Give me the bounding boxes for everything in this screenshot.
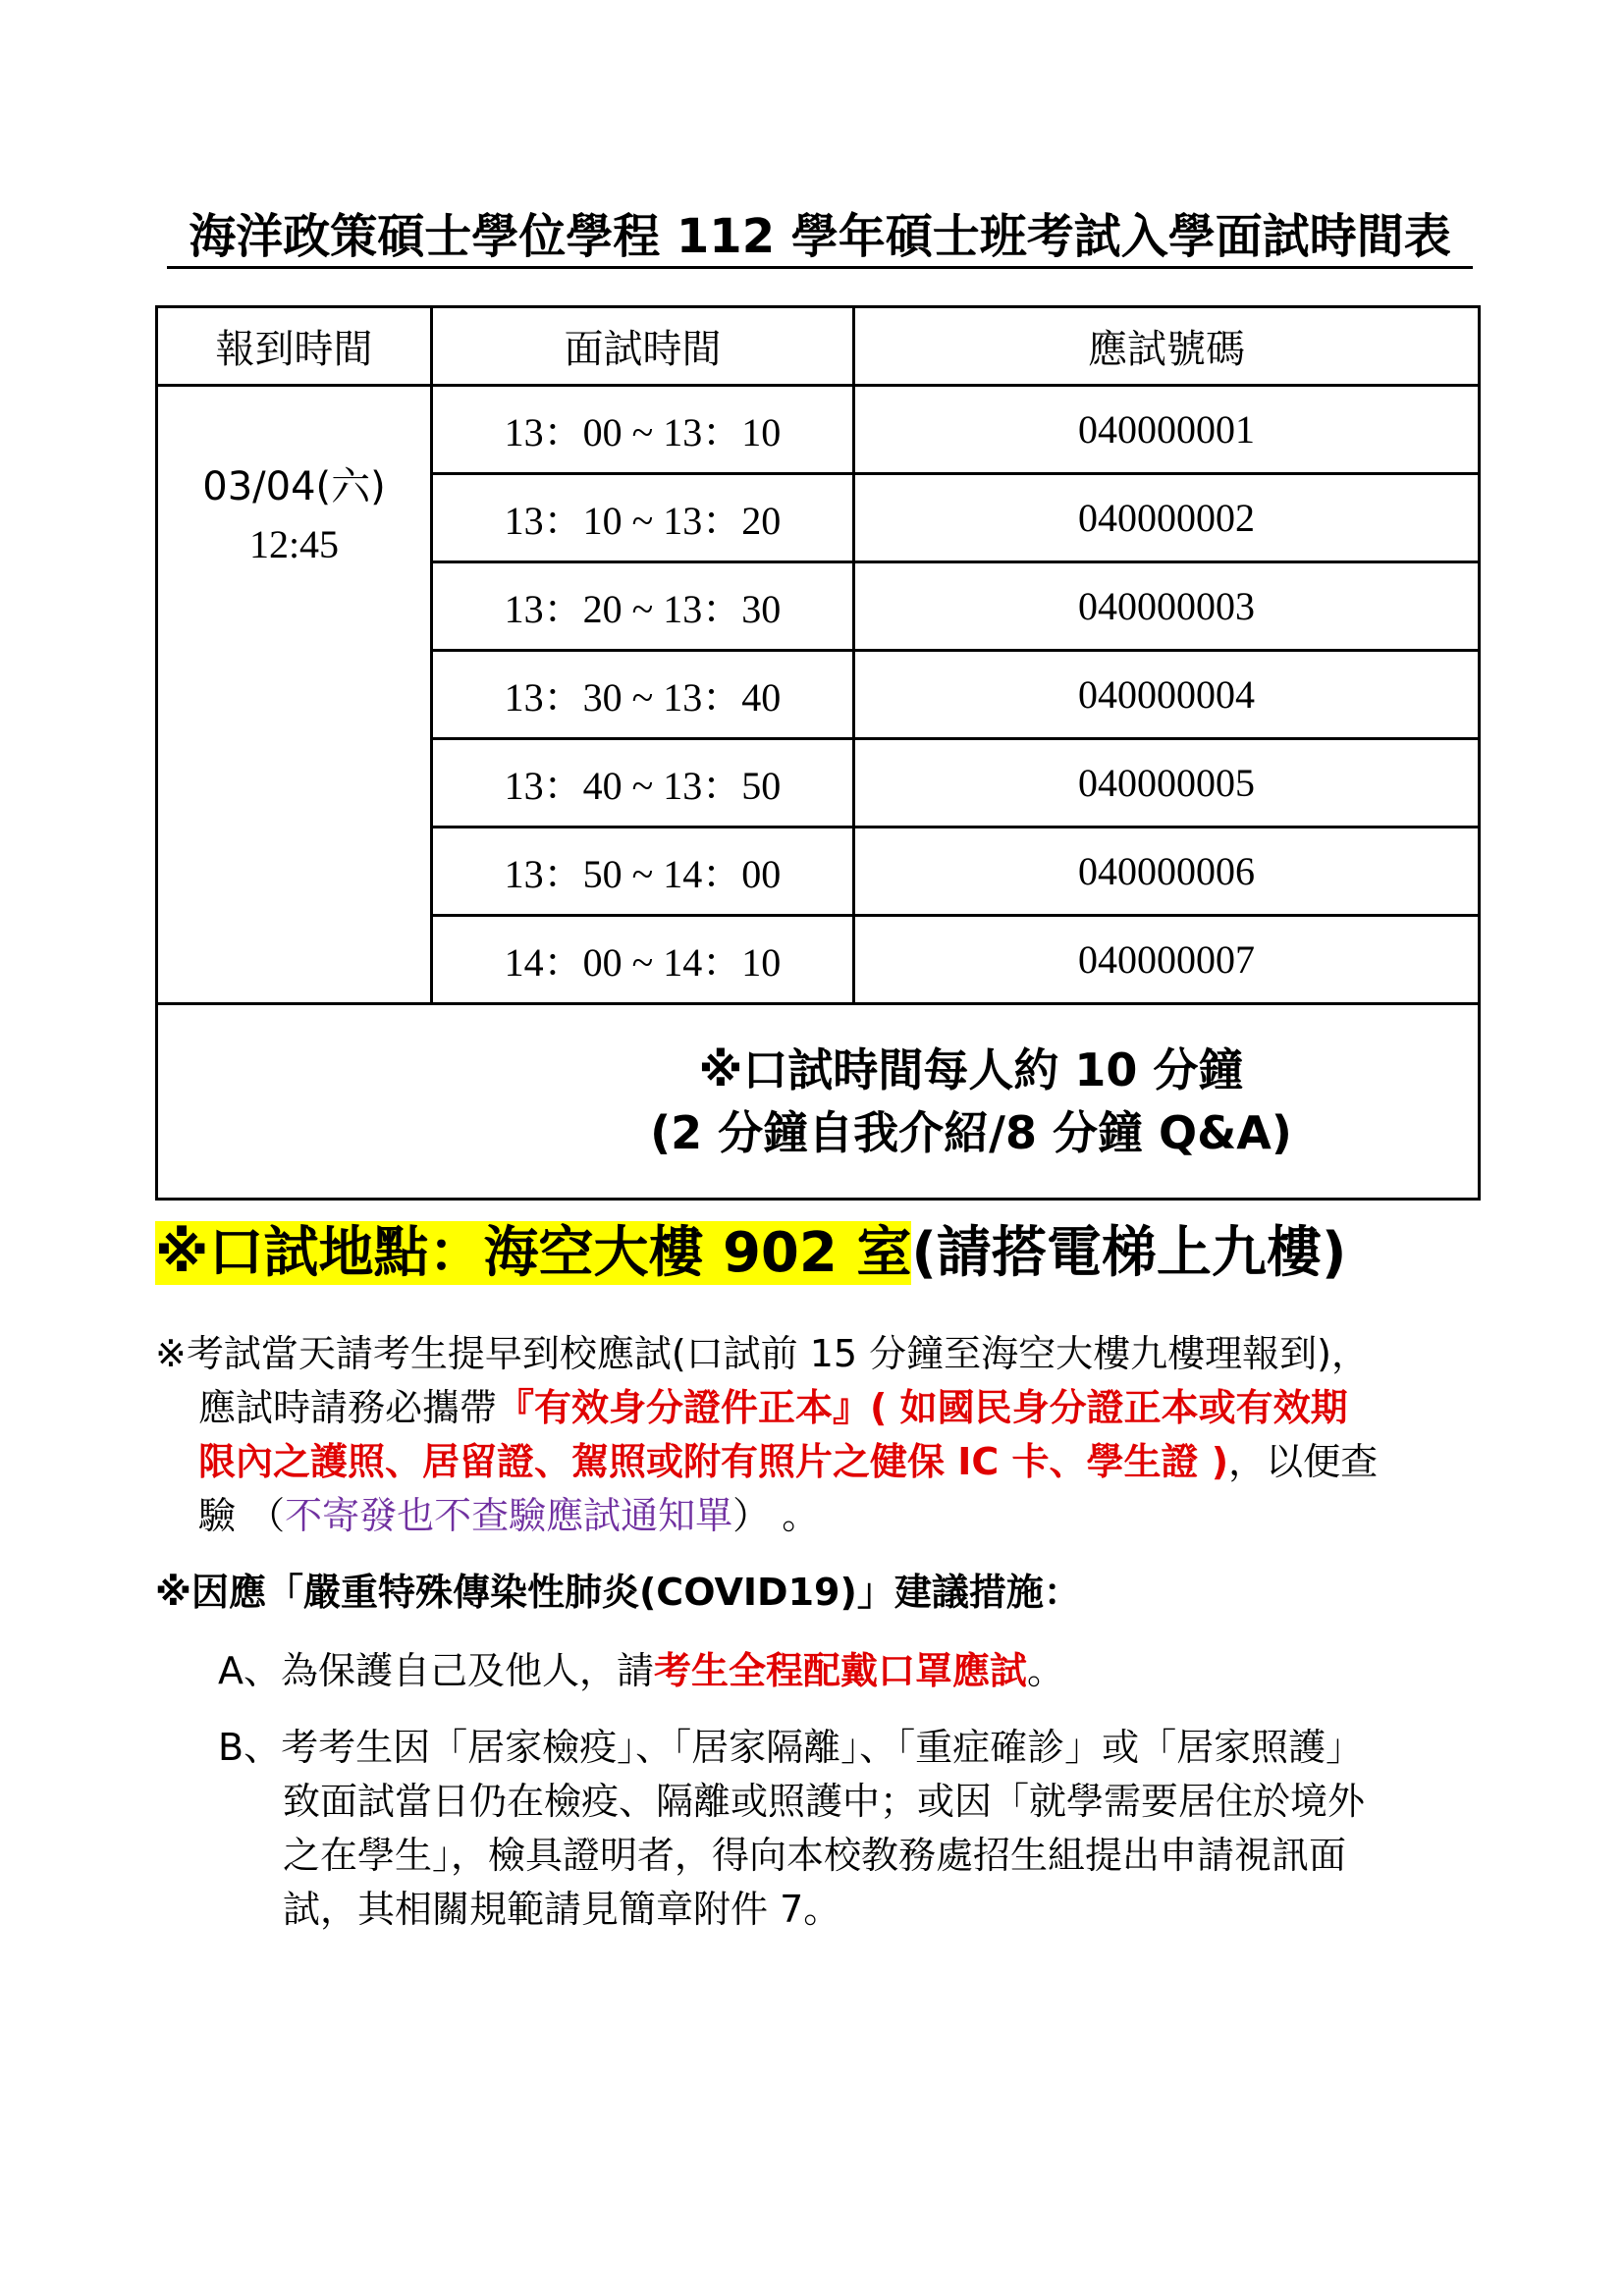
table-note-row bbox=[157, 1004, 1480, 1200]
slot-time: 13：50 ~ 14：00 bbox=[432, 828, 854, 916]
table-header-row bbox=[157, 307, 1480, 386]
notice-arrival bbox=[155, 1327, 1378, 1543]
table-row bbox=[157, 386, 1480, 474]
report-cell bbox=[157, 386, 432, 1004]
duration-note-cell bbox=[157, 1004, 1480, 1200]
location-highlight: ※口試地點：海空大樓 902 室 bbox=[155, 1221, 912, 1285]
slot-id: 040000003 bbox=[854, 562, 1480, 651]
slot-id: 040000007 bbox=[854, 916, 1480, 1004]
slot-time: 13：30 ~ 13：40 bbox=[432, 651, 854, 739]
slot-id: 040000004 bbox=[854, 651, 1480, 739]
report-time: 12:45 bbox=[248, 522, 340, 566]
interview-location bbox=[155, 1207, 1347, 1300]
covid-heading: ※因應「嚴重特殊傳染性肺炎(COVID19)」建議措施： bbox=[155, 1571, 1081, 1614]
slot-time: 13：40 ~ 13：50 bbox=[432, 739, 854, 828]
interview-schedule-table bbox=[155, 305, 1481, 1201]
slot-id: 040000005 bbox=[854, 739, 1480, 828]
notice-no-notification: 不寄發也不查驗應試通知單 bbox=[285, 1494, 733, 1537]
covid-measure-a bbox=[218, 1644, 1064, 1698]
location-note: (請搭電梯上九樓) bbox=[911, 1221, 1347, 1285]
notice-line3 bbox=[155, 1435, 1378, 1489]
covid-b-line3: 之在學生」，檢具證明者，得向本校教務處招生組提出申請視訊面 bbox=[283, 1834, 1347, 1877]
covid-measure-b bbox=[218, 1721, 1365, 1937]
notice-line4 bbox=[155, 1489, 1378, 1543]
header-report-time: 報到時間 bbox=[157, 307, 432, 386]
covid-a-end: 。 bbox=[1027, 1649, 1065, 1692]
header-interview-time: 面試時間 bbox=[432, 307, 854, 386]
title-underline bbox=[167, 266, 1473, 269]
notice-line3-text: ，以便查 bbox=[1228, 1440, 1379, 1483]
notice-line2-text: 應試時請務必攜帶 bbox=[198, 1386, 498, 1429]
duration-note-line1: ※口試時間每人約 10 分鐘 bbox=[698, 1043, 1244, 1096]
slot-id: 040000002 bbox=[854, 474, 1480, 562]
page-title: 海洋政策碩士學位學程 112 學年碩士班考試入學面試時間表 bbox=[189, 209, 1451, 264]
duration-note-line2: (2 分鐘自我介紹/8 分鐘 Q&A) bbox=[650, 1106, 1292, 1159]
covid-a-text: A、為保護自己及他人，請 bbox=[218, 1649, 654, 1692]
slot-id: 040000006 bbox=[854, 828, 1480, 916]
slot-time: 13：20 ~ 13：30 bbox=[432, 562, 854, 651]
slot-id: 040000001 bbox=[854, 386, 1480, 474]
report-date: 03/04(六) bbox=[202, 464, 386, 509]
notice-line2 bbox=[155, 1381, 1378, 1435]
notice-id-requirement: 『有效身分證件正本』( 如國民身分證正本或有效期 bbox=[497, 1386, 1348, 1429]
covid-b-line4: 試，其相關規範請見簡章附件 7。 bbox=[283, 1888, 841, 1931]
covid-a-mask: 考生全程配戴口罩應試 bbox=[654, 1649, 1028, 1692]
slot-time: 13：10 ~ 13：20 bbox=[432, 474, 854, 562]
slot-time: 13：00 ~ 13：10 bbox=[432, 386, 854, 474]
covid-b-line2: 致面試當日仍在檢疫、隔離或照護中；或因「就學需要居住於境外 bbox=[283, 1780, 1366, 1823]
notice-line4-pre: 驗 （ bbox=[198, 1494, 286, 1537]
covid-b-line1: B、考考生因「居家檢疫」、「居家隔離」、「重症確診」或「居家照護」 bbox=[218, 1726, 1364, 1769]
notice-line4-post: ） 。 bbox=[732, 1494, 820, 1537]
slot-time: 14：00 ~ 14：10 bbox=[432, 916, 854, 1004]
notice-id-list: 限內之護照、居留證、駕照或附有照片之健保 IC 卡、學生證 ) bbox=[198, 1440, 1229, 1483]
notice-line1: ※考試當天請考生提早到校應試(口試前 15 分鐘至海空大樓九樓理報到)， bbox=[155, 1332, 1370, 1375]
header-exam-number: 應試號碼 bbox=[854, 307, 1480, 386]
